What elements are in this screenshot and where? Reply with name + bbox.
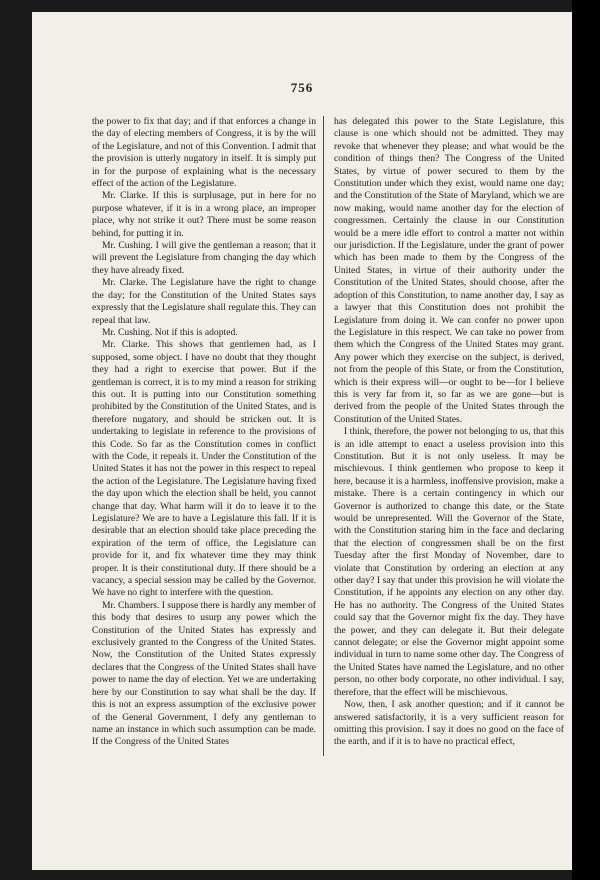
- column-divider: [323, 116, 324, 756]
- scan-border: [572, 0, 600, 880]
- paragraph: Mr. Cushing. I will give the gentleman a reason; that it will prevent the Legislature from changing the day which they have already fixed.: [92, 240, 316, 276]
- scanned-page: [32, 12, 572, 870]
- paragraph: Mr. Clarke. The Legislature have the right to change the day; for the Constitution of the United States says expressly that the Legislature shall regulate this. They can repeal that law.: [92, 277, 316, 326]
- paragraph: Mr. Chambers. I suppose there is hardly any member of this body that desires to usurp any power which the Constitution of the United States has expressly and exclusively granted to the Congress of the United States. Now, the Constitution of the United States expressly declares that the Congress of the United States shall have power to name the day of election. Yet we are undertaking here by our Constitution to say what shall be the day. If this is not an express assumption of the exclusive power of the General Government, I defy any gentleman to name an instance in which such assumption can be made. If the Congress of the United States: [92, 599, 316, 748]
- paragraph: I think, therefore, the power not belonging to us, that this is an idle attempt to enact a useless provision into this Constitution. But it is not only useless. It may be mischievous. I think gentlemen who propose to keep it here, because it is a harmless, inoffensive provision, make a mistake. There is a certain contingency in which our Governor is authorized to change this date, or the State would be unrepresented. Will the Governor of the State, with the Constitution staring him in the face and declaring that the election of congressmen shall be on the first Tuesday after the first Monday of November, dare to violate that Constitution by ordering an election at any other day? I say that under this provision he will violate the Constitution, if he appoints any election on any other day. He has no authority. The Congress of the United States could say that the Governor might fix the day. They have the power, and they can delegate it. But their delegate cannot delegate; or else the Governor might appoint some individual in turn to name some other day. The Congress of the United States have named the Legislature, and no other person, no other body corporate, no other individual. I say, therefore, that the effect will be mischievous.: [334, 426, 564, 698]
- paragraph: Mr. Clarke. If this is surplusage, put in here for no purpose whatever, if it is in a wrong place, an improper place, why not strike it out? There must be some reason behind, for putting it in.: [92, 190, 316, 239]
- paragraph: Now, then, I ask another question; and if it cannot be answered satisfactorily, it is a very sufficient reason for omitting this provision. I say it does no good on the face of the earth, and if it is to have no practical effect,: [334, 699, 564, 748]
- right-column: [334, 116, 564, 756]
- paragraph: has delegated this power to the State Legislature, this clause is one which should not be admitted. They may revoke that whenever they please; and what would be the condition of things then? The Congress of the United States, by virtue of power secured to them by the Constitution under which they exist, would name one day; and the Constitution of the State of Maryland, which we are now making, would name another day for the election of congressmen. Certainly the clause in our Constitution would be a mere idle effort to control a matter not within our jurisdiction. If the Legislature, under the grant of power which has been made to them by the Congress of the United States, in virtue of their authority under the Constitution of the United States, should choose, after the adoption of this Constitution, to name another day, I say as a lawyer that this Constitution does not prohibit the Legislature from doing it. We can confer no power upon the Legislature in this respect. We can take no power from them which the Congress of the United States may grant. Any power which they exercise on the subject, is derived, not from the people of this State, or from the Constitution, which is their express will—or ought to be—for I believe this is very far from it, so far as we are gone—but is derived from the people of the United States through the Constitution of the United States.: [334, 116, 564, 425]
- page-number: 756: [290, 80, 314, 95]
- paragraph: Mr. Clarke. This shows that gentlemen had, as I supposed, some object. I have no doubt that they thought they had a right to exercise that power. But if the gentleman is correct, it is to my mind a reason for striking this out. It is putting into our Constitution something prohibited by the Constitution of the United States, and is therefore nugatory, and should be stricken out. It is undertaking to legislate in reference to the provisions of this Code. So far as the Constitution comes in conflict with the Code, it repeals it. Under the Constitution of the United States it has not the power in this respect to repeal the action of the Legislature. The Legislature having fixed the day upon which the election shall be held, you cannot change that day. What harm will it do to leave it to the Legislature? We are to have a Legislature this fall. If it is desirable that an election should take place preceding the expiration of the term of office, the Legislature can provide for it, and fix whatever time they may think proper. It is their constitutional duty. If there should be a vacancy, a special session may be called by the Governor. We have no right to interfere with the question.: [92, 339, 316, 599]
- paragraph: the power to fix that day; and if that enforces a change in the day of electing members of Congress, it is by the will of the Legislature, and not of this Convention. I admit that the provision is utterly nugatory in itself. It is simply put in for the purpose of explaining what is the necessary effect of the action of the Legislature.: [92, 116, 316, 190]
- left-column: [92, 116, 316, 756]
- paragraph: Mr. Cushing. Not if this is adopted.: [102, 326, 238, 338]
